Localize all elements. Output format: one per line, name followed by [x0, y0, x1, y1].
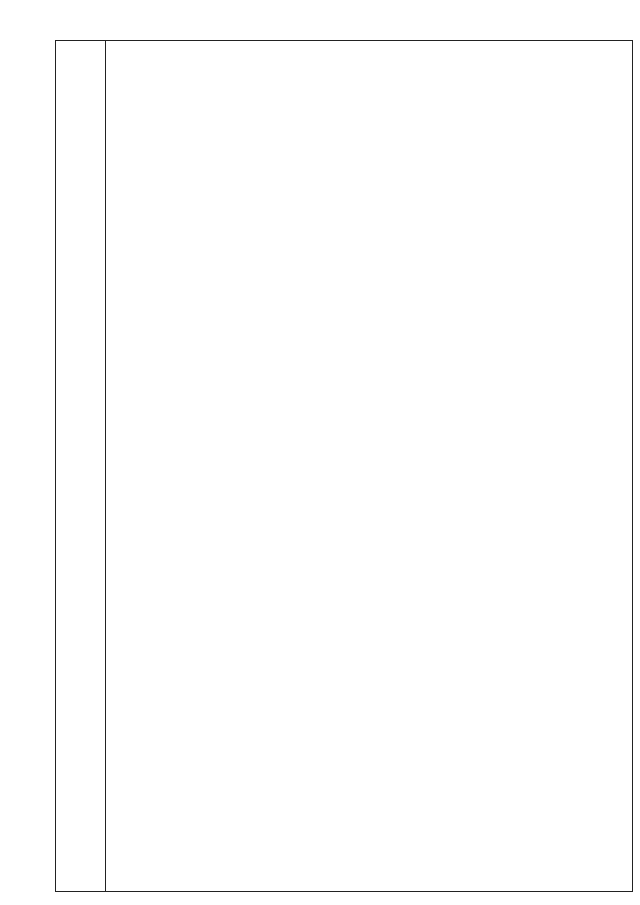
rotated-table	[55, 40, 633, 892]
table-body	[106, 41, 632, 891]
table-header	[56, 41, 106, 891]
